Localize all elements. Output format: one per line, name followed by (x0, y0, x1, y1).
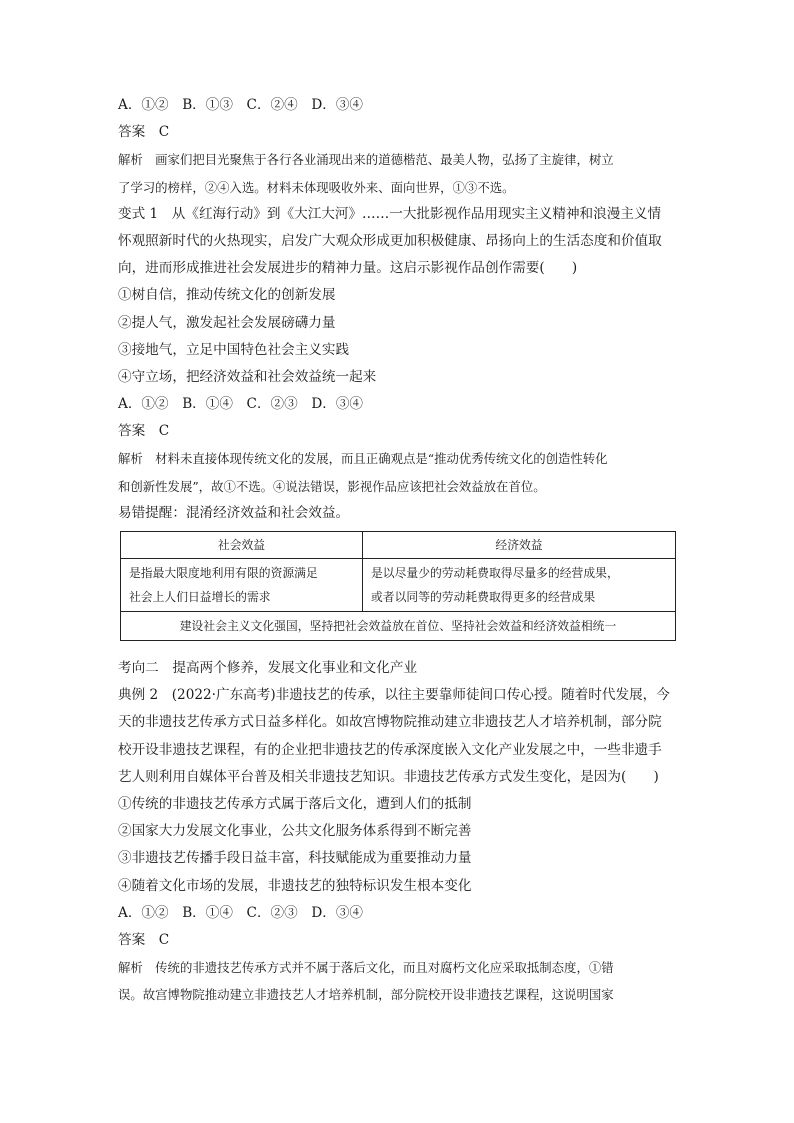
variant1-answer (118, 418, 678, 445)
section2-stem-2: 天的非遗技艺传承方式日益多样化。如故宫博物院推动建立非遗技艺人才培养机制，部分院 (118, 714, 662, 731)
section2-choice-1: ①传统的非遗技艺传承方式属于落后文化，遭到人们的抵制 (118, 795, 472, 812)
variant1-choice-2: ②提人气，激发起社会发展磅礴力量 (118, 314, 336, 331)
analysis-label: 解析 (118, 152, 143, 168)
table-footer-row (121, 612, 676, 641)
section2-analysis-line-2: 误。故宫博物院推动建立非遗技艺人才培养机制，部分院校开设非遗技艺课程，这说明国家 (118, 987, 614, 1003)
section2-choice-4: ④随着文化市场的发展，非遗技艺的独特标识发生根本变化 (118, 877, 472, 894)
section2-stem-1: 典例 2 (2022·广东高考)非遗技艺的传承，以往主要靠师徒间口传心授。随着时代发展，今 (118, 687, 670, 704)
section2-choice-3: ③非遗技艺传播手段日益丰富，科技赋能成为重要推动力量 (118, 850, 472, 867)
section2-stem-4: 艺人则利用自媒体平台普及相关非遗技艺知识。非遗技艺传承方式发生变化，是因为( ) (118, 768, 659, 785)
section2-heading: 考向二 提高两个修养，发展文化事业和文化产业 (118, 660, 418, 676)
social-desc-cell: 是指最大限度地利用有限的资源满足 社会上人们日益增长的需求 (121, 559, 363, 612)
comparison-table (120, 531, 676, 641)
answer-value: C (158, 931, 170, 948)
economic-desc-cell: 是以尽量少的劳动耗费取得尽量多的经营成果， 或者以同等的劳动耗费取得更多的经营成果 (363, 559, 676, 612)
answer-label: 答案 (118, 931, 146, 948)
analysis-label: 解析 (118, 960, 143, 976)
section2-stem-3: 校开设非遗技艺课程，有的企业把非遗技艺的传承深度嵌入文化产业发展之中，一些非遗手 (118, 741, 662, 758)
table-header-row (121, 532, 676, 559)
section2-answer (118, 927, 678, 954)
q1-analysis-line-2: 了学习的榜样，②④入选。材料未体现吸收外来、面向世界，①③不选。 (118, 179, 515, 195)
variant1-stem-2: 怀观照新时代的火热现实，启发广大观众形成更加积极健康、昂扬向上的生活态度和价值取 (118, 232, 662, 249)
analysis-label: 解析 (118, 451, 143, 467)
header-social: 社会效益 (121, 532, 363, 559)
variant1-analysis-line-1: 解析 材料未直接体现传统文化的发展，而且正确观点是“推动优秀传统文化的创造性转化 (118, 451, 608, 467)
section2-choice-2: ②国家大力发展文化事业，公共文化服务体系得到不断完善 (118, 823, 472, 840)
table-row (121, 559, 676, 612)
answer-label: 答案 (118, 423, 146, 440)
answer-label: 答案 (118, 124, 146, 141)
document-page (118, 92, 678, 1008)
q1-analysis-line-1: 解析 画家们把目光聚焦于各行各业涌现出来的道德楷范、最美人物，弘扬了主旋律，树立 (118, 152, 614, 168)
answer-value: C (158, 124, 170, 141)
table-footer: 建设社会主义文化强国，坚持把社会效益放在首位、坚持社会效益和经济效益相统一 (121, 612, 676, 641)
answer-value: C (158, 423, 170, 440)
variant1-choice-4: ④守立场，把经济效益和社会效益统一起来 (118, 368, 377, 385)
q1-answer (118, 119, 678, 146)
section2-options: A．①② B．①④ C．②③ D．③④ (118, 904, 364, 921)
variant1-stem-3: 向，进而形成推进社会发展进步的精神力量。这启示影视作品创作需要( ) (118, 260, 578, 277)
variant1-options: A．①② B．①④ C．②③ D．③④ (118, 396, 364, 413)
variant1-analysis-line-2: 和创新性发展”，故①不选。④说法错误，影视作品应该把社会效益放在首位。 (118, 478, 546, 494)
q1-options: A．①② B．①③ C．②④ D．③④ (118, 97, 364, 113)
variant1-choice-1: ①树自信，推动传统文化的创新发展 (118, 287, 336, 304)
section2-analysis-line-1: 解析 传统的非遗技艺传承方式并不属于落后文化，而且对腐朽文化应采取抵制态度，①错 (118, 960, 614, 976)
variant1-choice-3: ③接地气，立足中国特色社会主义实践 (118, 341, 350, 358)
header-economic: 经济效益 (363, 532, 676, 559)
variant1-tip: 易错提醒：混淆经济效益和社会效益。 (118, 504, 350, 521)
variant1-stem-1: 变式 1 从《红海行动》到《大江大河》……一大批影视作品用现实主义精神和浪漫主义情 (118, 205, 662, 222)
